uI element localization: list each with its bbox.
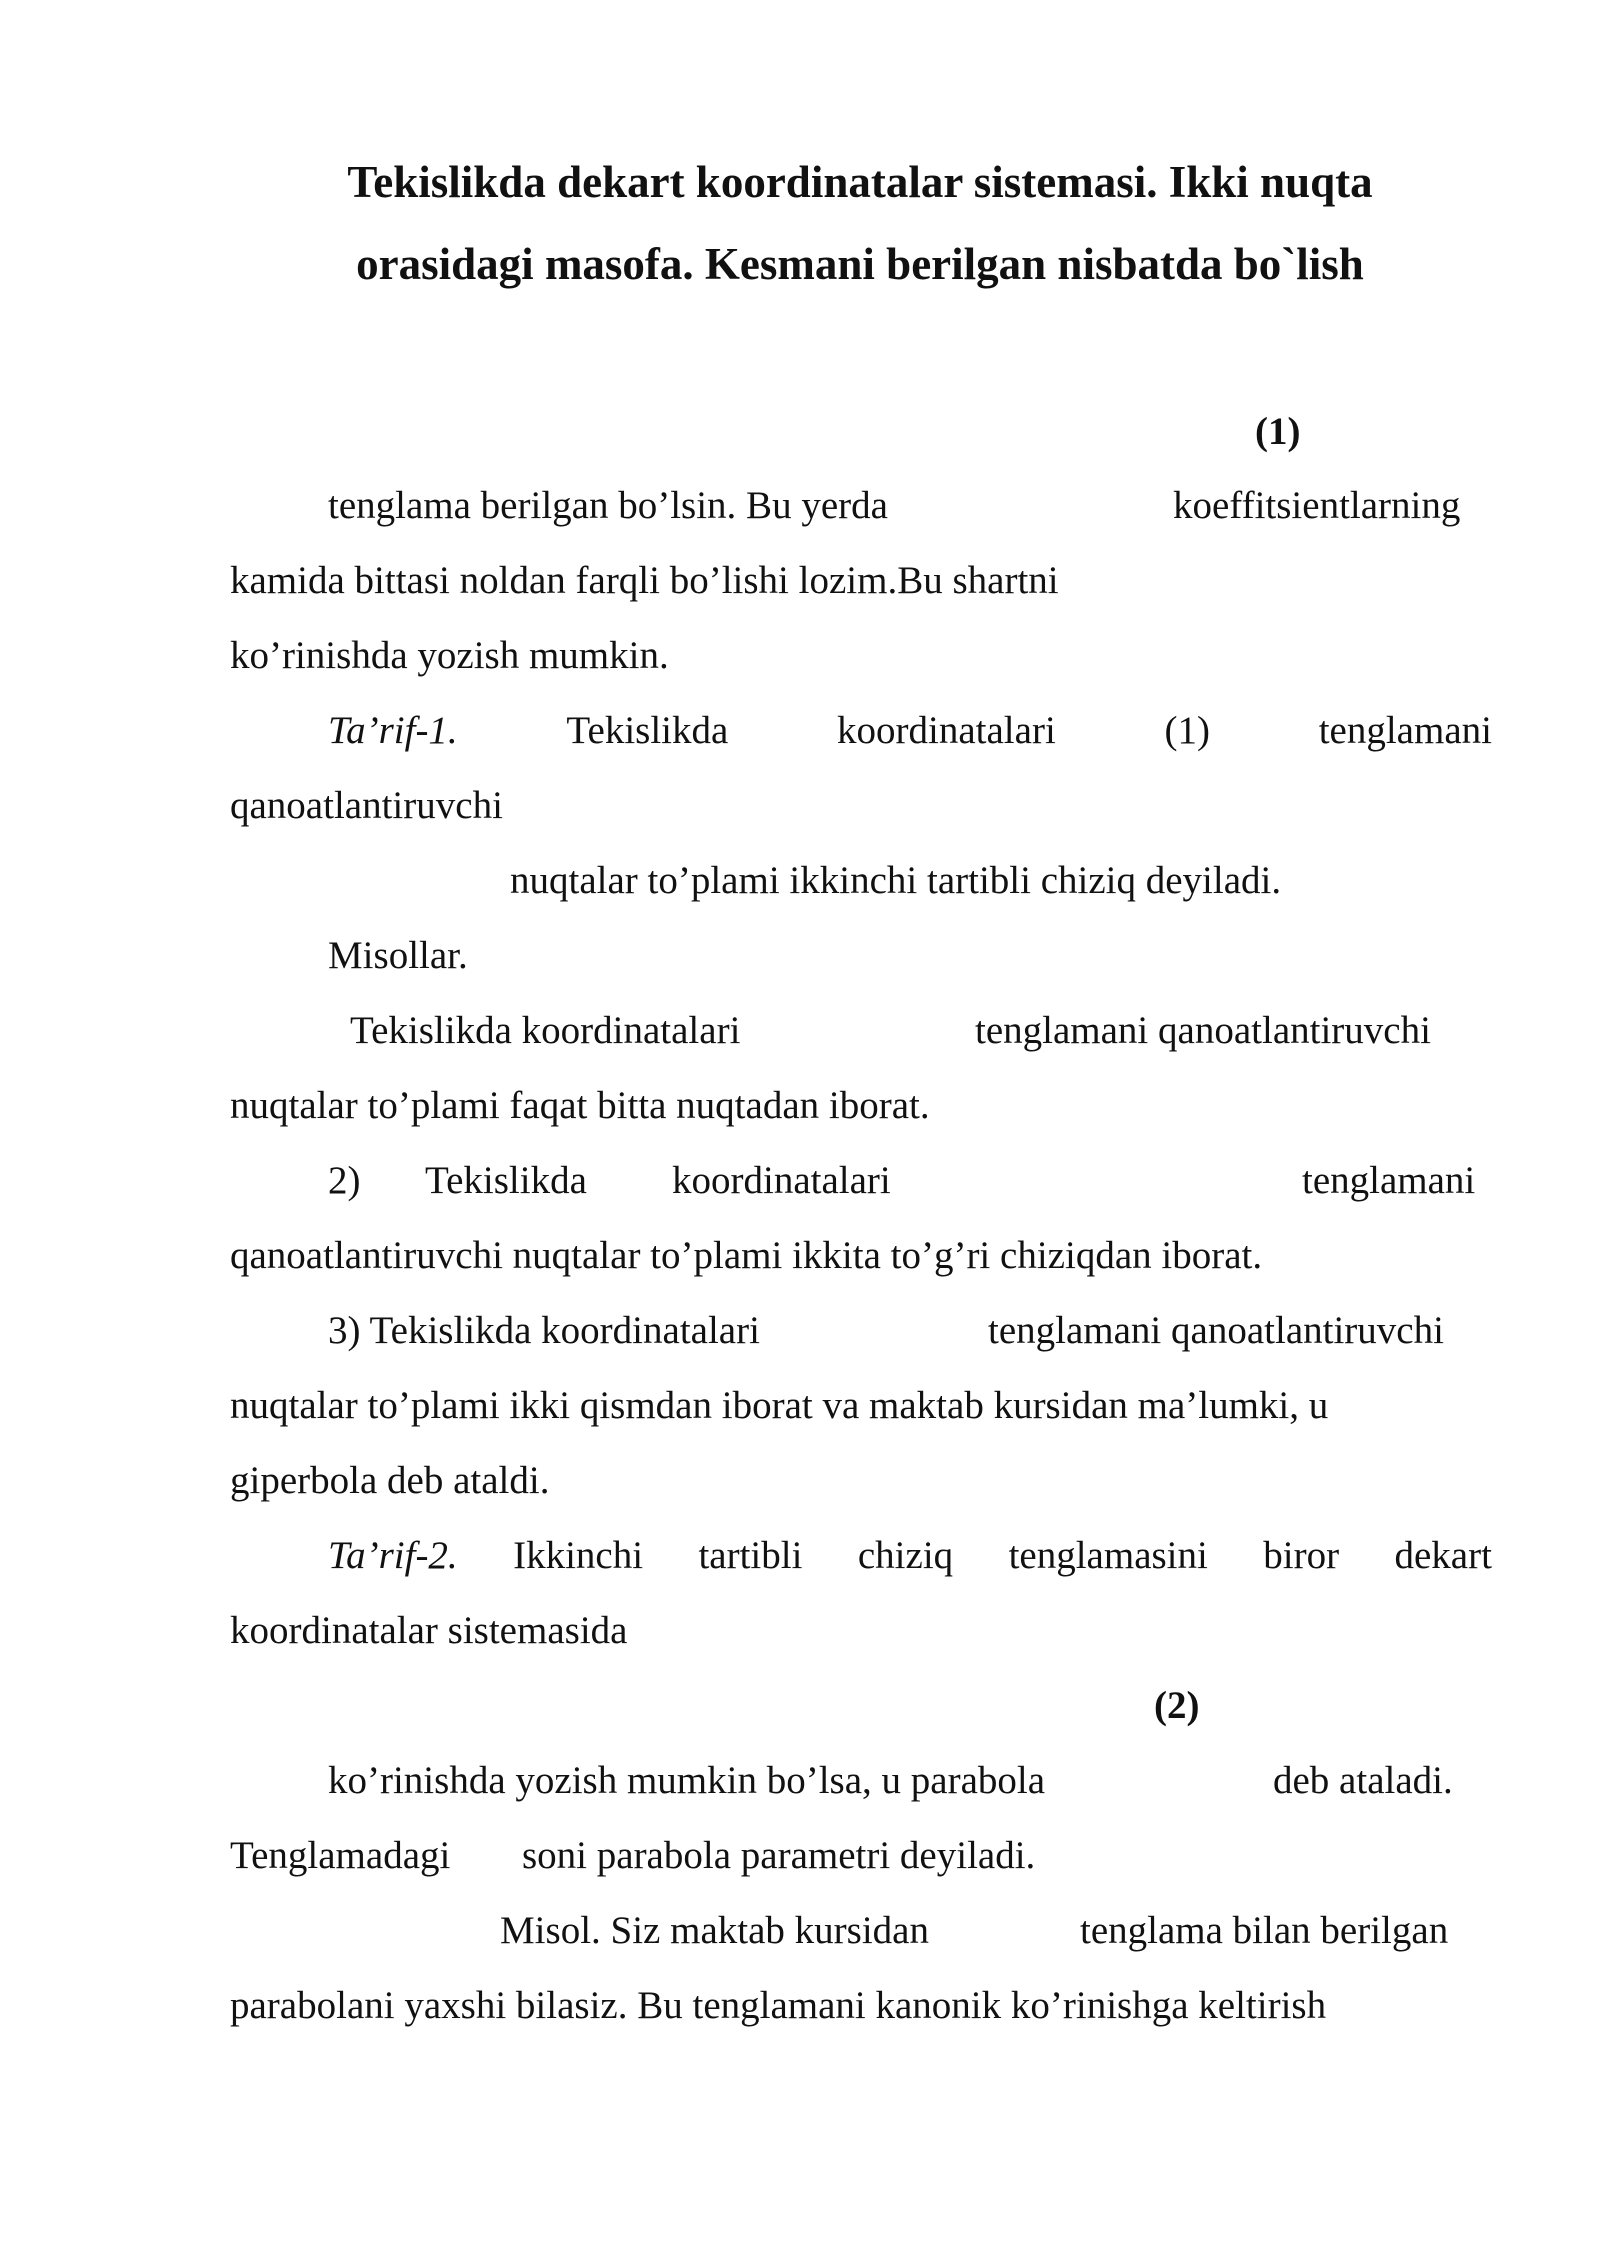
example-misol-line-1-start: Misol. Siz maktab kursidan [500,1909,929,1952]
paragraph-1-line-1-end: koeffitsientlarning [1173,484,1461,527]
definition-2-word: biror [1263,1534,1340,1577]
definition-1-line-3: nuqtalar to’plami ikkinchi tartibli chiziq deyiladi. [510,859,1282,902]
definition-2-word: tenglamasini [1008,1534,1208,1577]
paragraph-1-line-1-start: tenglama berilgan bo’lsin. Bu yerda [328,484,888,527]
definition-2-line-2: koordinatalar sistemasida [230,1609,628,1652]
definition-2-label: Ta’rif-2. [328,1534,458,1577]
definition-1-word: (1) [1164,709,1210,752]
example-1-line-2: nuqtalar to’plami faqat bitta nuqtadan iborat. [230,1084,930,1127]
example-2-word: koordinatalari [672,1159,891,1202]
equation-2-label: (2) [1154,1684,1200,1727]
example-misol-line-1-end: tenglama bilan berilgan [1080,1909,1449,1952]
examples-heading: Misollar. [328,934,468,977]
paragraph-2-line-2-start: Tenglamadagi [230,1834,451,1877]
example-misol-line-2: parabolani yaxshi bilasiz. Bu tenglamani kanonik ko’rinishga keltirish [230,1984,1327,2027]
definition-2-word: dekart [1394,1534,1492,1577]
example-2-number: 2) [328,1159,361,1202]
example-3-line-2: nuqtalar to’plami ikki qismdan iborat va maktab kursidan ma’lumki, u [230,1384,1329,1427]
example-1-line-1-end: tenglamani qanoatlantiruvchi [975,1009,1431,1052]
definition-1-label: Ta’rif-1. [328,709,458,752]
definition-1-word: Tekislikda [566,709,729,752]
paragraph-2-line-1-start: ko’rinishda yozish mumkin bo’lsa, u parabola [328,1759,1046,1802]
definition-2-line-1 [328,1534,1492,1578]
document-title-line-2: orasidagi masofa. Kesmani berilgan nisbatda bo`lish [356,239,1364,289]
example-3-line-3: giperbola deb ataldi. [230,1459,550,1502]
paragraph-1-line-2: kamida bittasi noldan farqli bo’lishi lozim.Bu shartni [230,559,1059,602]
equation-1-label: (1) [1255,410,1301,453]
paragraph-2-line-1-end: deb ataladi. [1273,1759,1453,1802]
definition-1-word: koordinatalari [837,709,1056,752]
definition-2-word: Ikkinchi [513,1534,644,1577]
example-2-line-2: qanoatlantiruvchi nuqtalar to’plami ikkita to’g’ri chiziqdan iborat. [230,1234,1263,1277]
definition-2-word: chiziq [857,1534,954,1577]
example-1-line-1-start: Tekislikda koordinatalari [350,1009,741,1052]
definition-1-word: tenglamani [1318,709,1492,752]
document-title-line-1: Tekislikda dekart koordinatalar sistemasi. Ikki nuqta [347,157,1373,207]
paragraph-1-line-3: ko’rinishda yozish mumkin. [230,634,669,677]
example-3-line-1-start: 3) Tekislikda koordinatalari [328,1309,760,1352]
definition-1-line-1 [328,709,1492,753]
example-2-word: Tekislikda [425,1159,587,1202]
example-3-line-1-end: tenglamani qanoatlantiruvchi [988,1309,1444,1352]
definition-1-line-2: qanoatlantiruvchi [230,784,503,827]
example-2-word: tenglamani [1302,1159,1476,1202]
definition-2-word: tartibli [698,1534,803,1577]
paragraph-2-line-2-end: soni parabola parametri deyiladi. [522,1834,1036,1877]
